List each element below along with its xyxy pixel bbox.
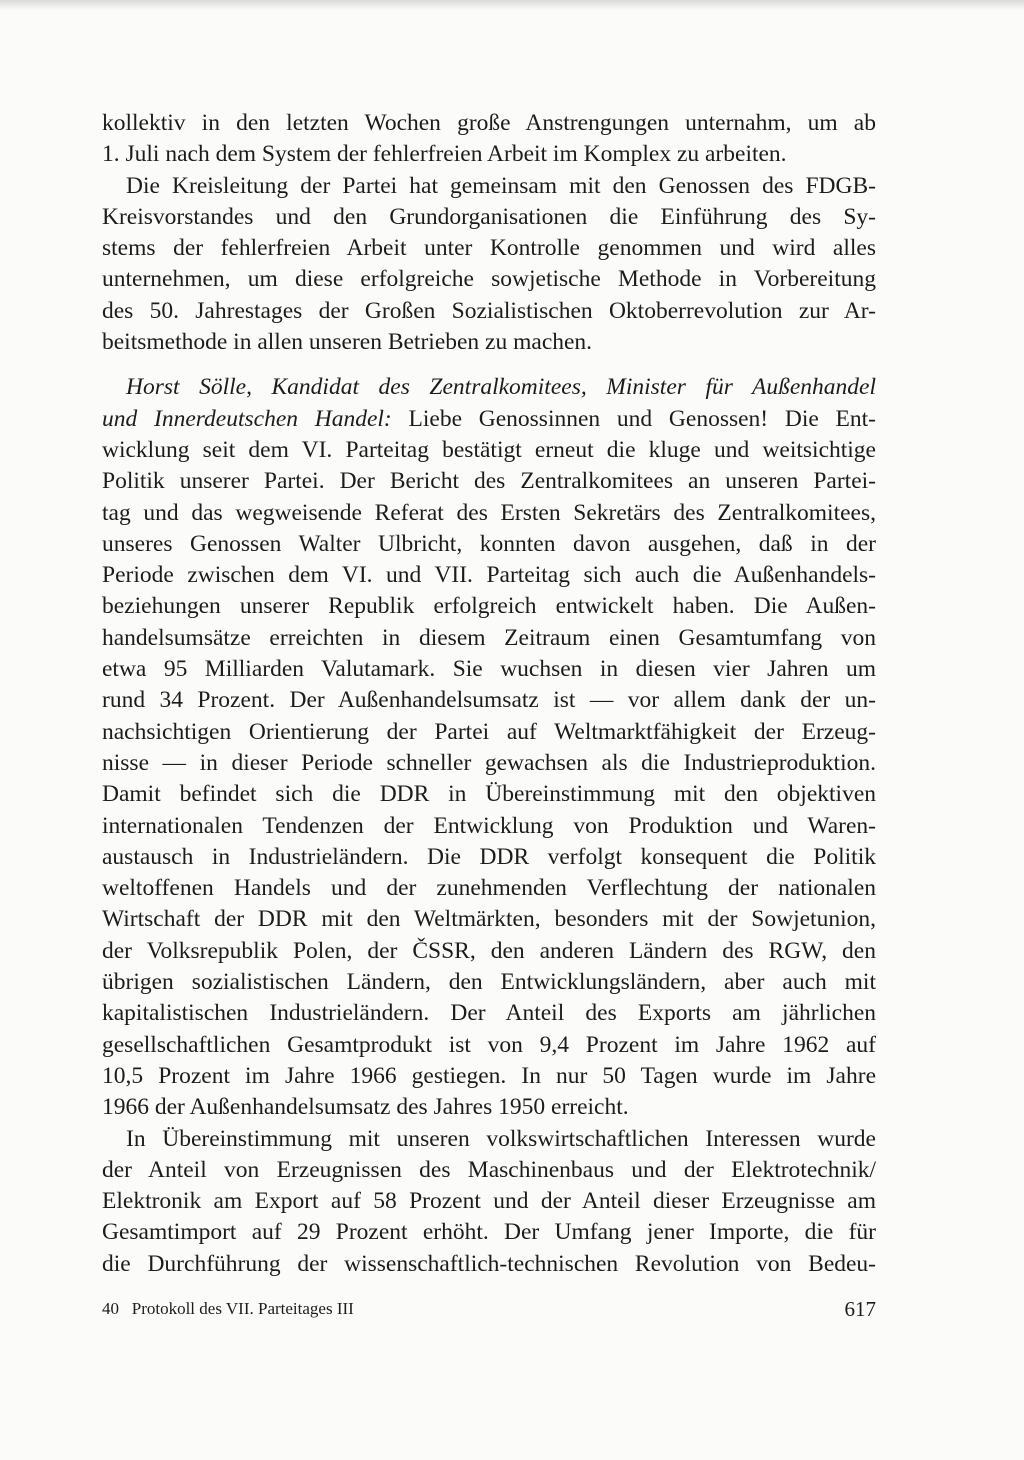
printer-signature: 40 Protokoll des VII. Parteitages III (102, 1299, 354, 1318)
text-line: beziehungen unserer Republik erfolgreich entwickelt haben. Die Außen- (102, 593, 876, 620)
text-line: tag und das wegweisende Referat des Ersten Sekretärs des Zentralkomitees, (102, 499, 876, 526)
text-line: Periode zwischen dem VI. und VII. Parteitag sich auch die Außenhandels- (102, 562, 876, 589)
text-line: der Anteil von Erzeugnissen des Maschinenbaus und der Elektrotechnik/ (102, 1156, 876, 1183)
text-line: Wirtschaft der DDR mit den Weltmärkten, besonders mit der Sowjetunion, (102, 906, 876, 933)
text-line: beitsmethode in allen unseren Betrieben zu machen. (102, 329, 593, 356)
text-line: etwa 95 Milliarden Valutamark. Sie wuchsen in diesen vier Jahren um (102, 656, 876, 683)
text-line: internationalen Tendenzen der Entwicklung von Produktion und Waren- (102, 812, 876, 839)
paragraph (102, 171, 876, 359)
text-line: weltoffenen Handels und der zunehmenden Verflechtung der nationalen (102, 875, 876, 902)
page-footer (102, 1295, 876, 1323)
paragraph (102, 108, 876, 171)
text-line: Die Kreisleitung der Partei hat gemeinsam mit den Genossen des FDGB- (126, 172, 876, 199)
text-line (102, 404, 876, 435)
text-line: Gesamtimport auf 29 Prozent erhöht. Der Umfang jener Importe, die für (102, 1219, 876, 1246)
text-line: des 50. Jahrestages der Großen Sozialistischen Oktoberrevolution zur Ar- (102, 297, 876, 324)
speech-paragraph (102, 372, 876, 1123)
text-line: 1966 der Außenhandelsumsatz des Jahres 1950 erreicht. (102, 1094, 629, 1121)
text-line: unternehmen, um diese erfolgreiche sowjetische Methode in Vorbereitung (102, 266, 876, 293)
text-line: handelsumsätze erreichten in diesem Zeitraum einen Gesamtumfang von (102, 624, 876, 651)
page-body (102, 108, 876, 1280)
section-gap (102, 358, 876, 372)
speaker-title: und Innerdeutschen Handel: (102, 405, 392, 432)
text-line: Damit befindet sich die DDR in Übereinstimmung mit den objektiven (102, 781, 876, 808)
text-line: stems der fehlerfreien Arbeit unter Kontrolle genommen und wird alles (102, 235, 876, 262)
speaker-name: Horst Sölle, Kandidat des Zentralkomitees, Minister für Außenhandel (126, 374, 876, 401)
text-line: kapitalistischen Industrieländern. Der Anteil des Exports am jährlichen (102, 1000, 876, 1027)
text-line: rund 34 Prozent. Der Außenhandelsumsatz ist — vor allem dank der un- (102, 687, 876, 714)
text-line: Politik unserer Partei. Der Bericht des Zentralkomitees an unseren Partei- (102, 468, 876, 495)
text-line: nachsichtigen Orientierung der Partei auf Weltmarktfähigkeit der Erzeug- (102, 718, 876, 745)
page-number: 617 (844, 1297, 876, 1321)
text-line: der Volksrepublik Polen, der ČSSR, den anderen Ländern des RGW, den (102, 937, 876, 964)
text-line: Elektronik am Export auf 58 Prozent und der Anteil dieser Erzeugnisse am (102, 1188, 876, 1215)
text-line: die Durchführung der wissenschaftlich-technischen Revolution von Bedeu- (102, 1250, 876, 1277)
text-line: unseres Genossen Walter Ulbricht, konnten davon ausgehen, daß in der (102, 530, 876, 557)
text-line: nisse — in dieser Periode schneller gewachsen als die Industrieproduktion. (102, 749, 876, 776)
text-line: 10,5 Prozent im Jahre 1966 gestiegen. In nur 50 Tagen wurde im Jahre (102, 1062, 876, 1089)
text-line: austausch in Industrieländern. Die DDR verfolgt konsequent die Politik (102, 843, 876, 870)
text-line: 1. Juli nach dem System der fehlerfreien Arbeit im Komplex zu arbeiten. (102, 141, 787, 168)
text-line: wicklung seit dem VI. Parteitag bestätigt erneut die kluge und weitsichtige (102, 436, 876, 463)
text-line: Kreisvorstandes und den Grundorganisationen die Einführung des Sy- (102, 203, 876, 230)
text-line: In Übereinstimmung mit unseren volkswirtschaftlichen Interessen wurde (126, 1125, 876, 1152)
text-line: übrigen sozialistischen Ländern, den Entwicklungsländern, aber auch mit (102, 969, 876, 996)
scan-top-edge (0, 0, 1024, 10)
text-line: gesellschaftlichen Gesamtprodukt ist von 9,4 Prozent im Jahre 1962 auf (102, 1031, 876, 1058)
text-line: kollektiv in den letzten Wochen große Anstrengungen unternahm, um ab (102, 110, 876, 136)
speech-text: Liebe Genossinnen und Genossen! Die Ent- (391, 405, 876, 432)
paragraph (102, 1124, 876, 1280)
